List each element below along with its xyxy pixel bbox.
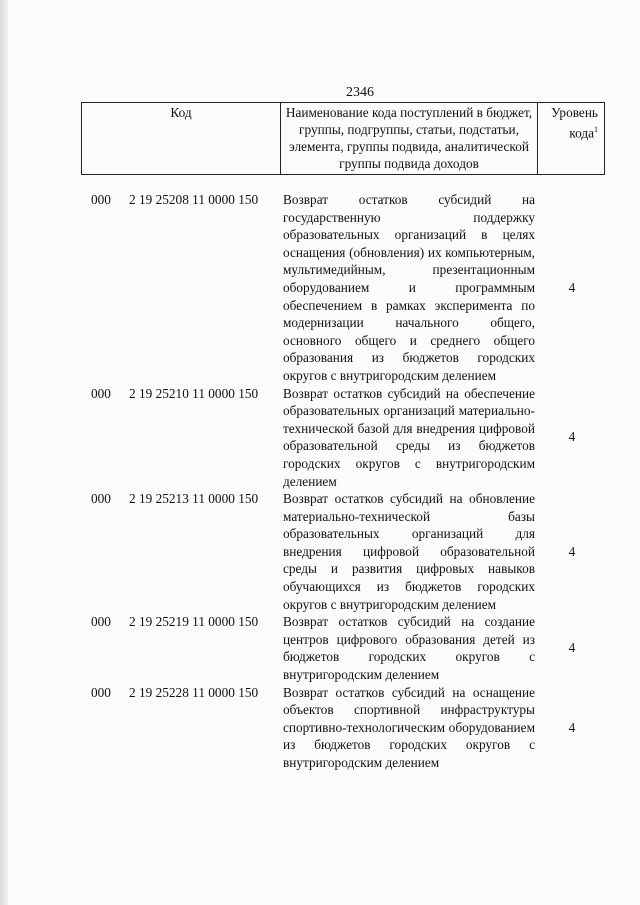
- table-row: [0, 385, 640, 491]
- income-name: Возврат остатков субсидий на государственную поддержку образовательных организаций в целях оснащения (обновления) их компьютерным, мультимедийным, презентационным оборудованием и программным обеспечением в рамках эксперимента по модернизации начального общего, основного общего и среднего общего образования из бюджетов городских округов с внутригородским делением: [283, 192, 535, 383]
- table-row: [0, 490, 640, 613]
- admin-code: 000: [91, 192, 111, 207]
- table-body: [0, 191, 640, 772]
- table-row: [0, 613, 640, 683]
- page-number: 2346: [346, 85, 374, 100]
- admin-code: 000: [91, 684, 111, 700]
- income-code: 2 19 25208 11 0000 150: [129, 192, 259, 207]
- income-name: Возврат остатков субсидий на обеспечение образовательных организаций материально-технической базой для внедрения цифровой образовательной среды из бюджетов городских округов с внутригородским делением: [283, 385, 535, 489]
- income-code: 2 19 25219 11 0000 150: [129, 614, 259, 630]
- income-code: 2 19 25228 11 0000 150: [129, 684, 259, 700]
- header-level-footnote: 1: [594, 125, 598, 134]
- admin-code: 000: [91, 385, 111, 401]
- income-name: Возврат остатков субсидий на обновление материально-технической базы образовательных организаций для внедрения цифровой образовательной среды и развития цифровых навыков обучающихся из бюджетов городских округов с внутригородским делением: [283, 491, 535, 612]
- code-level: 4: [568, 543, 576, 559]
- code-level: 4: [568, 640, 576, 656]
- header-level: [538, 103, 605, 175]
- header-name: Наименование кода поступлений в бюджет, группы, подгруппы, статьи, подстатьи, элемента, группы подвида, аналитической группы подвида доходов: [281, 103, 538, 175]
- table-row: [0, 191, 640, 385]
- income-name: Возврат остатков субсидий на создание центров цифрового образования детей из бюджетов городских округов с внутригородским делением: [283, 614, 535, 683]
- income-name: Возврат остатков субсидий на оснащение объектов спортивной инфраструктуры спортивно-технологическим оборудованием из бюджетов городских округов с внутригородским делением: [283, 684, 535, 770]
- admin-code: 000: [91, 614, 111, 630]
- code-level: 4: [568, 429, 576, 445]
- table-row: [0, 684, 640, 772]
- table-header: [81, 102, 605, 175]
- code-level: 4: [568, 279, 576, 295]
- code-level: 4: [568, 719, 576, 735]
- income-code: 2 19 25213 11 0000 150: [129, 491, 259, 507]
- income-code: 2 19 25210 11 0000 150: [129, 385, 259, 401]
- admin-code: 000: [91, 491, 111, 507]
- header-code: Код: [82, 103, 281, 175]
- header-level-label: Уровень кода: [551, 105, 598, 141]
